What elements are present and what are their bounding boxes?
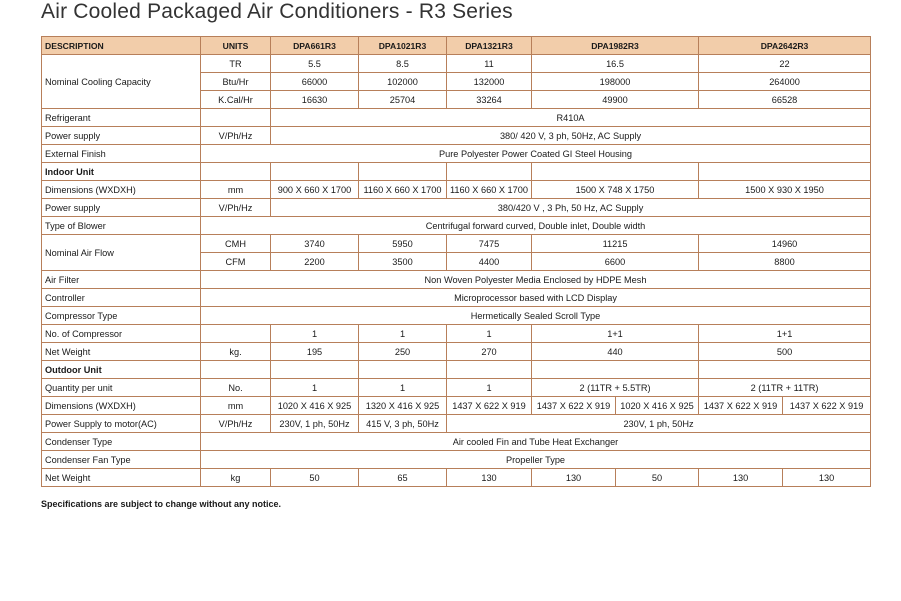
value-cell: 130 <box>447 469 532 487</box>
value-cell: 1160 X 660 X 1700 <box>447 181 532 199</box>
value-cell: 1 <box>359 325 447 343</box>
value-cell: 33264 <box>447 91 532 109</box>
row-label: Power supply <box>42 127 201 145</box>
empty-cell <box>532 361 699 379</box>
value-cell: 102000 <box>359 73 447 91</box>
header-model: DPA1321R3 <box>447 37 532 55</box>
value-cell: 6600 <box>532 253 699 271</box>
row-label: Power supply <box>42 199 201 217</box>
row-label: Refrigerant <box>42 109 201 127</box>
value-cell: 16630 <box>271 91 359 109</box>
empty-cell <box>201 163 271 181</box>
row-label: Type of Blower <box>42 217 201 235</box>
table-row <box>42 271 871 289</box>
value-cell: 1437 X 622 X 919 <box>532 397 616 415</box>
value-cell: 66000 <box>271 73 359 91</box>
row-label: External Finish <box>42 145 201 163</box>
empty-cell <box>447 361 532 379</box>
value-cell: 1437 X 622 X 919 <box>447 397 532 415</box>
value-cell: Centrifugal forward curved, Double inlet, Double width <box>201 217 871 235</box>
empty-cell <box>532 163 699 181</box>
unit-cell <box>201 325 271 343</box>
value-cell: 195 <box>271 343 359 361</box>
value-cell: 50 <box>616 469 699 487</box>
table-row <box>42 415 871 433</box>
table-row <box>42 469 871 487</box>
value-cell: 65 <box>359 469 447 487</box>
value-cell: Non Woven Polyester Media Enclosed by HDPE Mesh <box>201 271 871 289</box>
value-cell: 230V, 1 ph, 50Hz <box>271 415 359 433</box>
header-model: DPA1982R3 <box>532 37 699 55</box>
value-cell: 5950 <box>359 235 447 253</box>
value-cell: 1160 X 660 X 1700 <box>359 181 447 199</box>
value-cell: Air cooled Fin and Tube Heat Exchanger <box>201 433 871 451</box>
value-cell: Pure Polyester Power Coated GI Steel Housing <box>201 145 871 163</box>
value-cell: 2200 <box>271 253 359 271</box>
row-label: Nominal Air Flow <box>42 235 201 271</box>
value-cell: R410A <box>271 109 871 127</box>
value-cell: 7475 <box>447 235 532 253</box>
value-cell: 1 <box>359 379 447 397</box>
value-cell: 11215 <box>532 235 699 253</box>
value-cell: 500 <box>699 343 871 361</box>
value-cell: 380/ 420 V, 3 ph, 50Hz, AC Supply <box>271 127 871 145</box>
table-row <box>42 397 871 415</box>
value-cell: 1020 X 416 X 925 <box>616 397 699 415</box>
unit-cell: Btu/Hr <box>201 73 271 91</box>
value-cell: 380/420 V , 3 Ph, 50 Hz, AC Supply <box>271 199 871 217</box>
table-row <box>42 343 871 361</box>
empty-cell <box>201 361 271 379</box>
value-cell: 1500 X 930 X 1950 <box>699 181 871 199</box>
value-cell: 1 <box>271 379 359 397</box>
unit-cell: mm <box>201 397 271 415</box>
value-cell: 8800 <box>699 253 871 271</box>
unit-cell: kg. <box>201 343 271 361</box>
row-label: Power Supply to motor(AC) <box>42 415 201 433</box>
value-cell: 2 (11TR + 11TR) <box>699 379 871 397</box>
disclaimer-note: Specifications are subject to change without any notice. <box>41 499 282 509</box>
value-cell: 250 <box>359 343 447 361</box>
page-title: Air Cooled Packaged Air Conditioners - R3 Series <box>41 0 513 23</box>
unit-cell: CMH <box>201 235 271 253</box>
unit-cell <box>201 109 271 127</box>
table-row <box>42 235 871 253</box>
value-cell: 440 <box>532 343 699 361</box>
table-row <box>42 145 871 163</box>
header-units: UNITS <box>201 37 271 55</box>
value-cell: 230V, 1 ph, 50Hz <box>447 415 871 433</box>
value-cell: 415 V, 3 ph, 50Hz <box>359 415 447 433</box>
table-row <box>42 289 871 307</box>
value-cell: 130 <box>783 469 871 487</box>
value-cell: 49900 <box>532 91 699 109</box>
row-label: Compressor Type <box>42 307 201 325</box>
value-cell: 1+1 <box>699 325 871 343</box>
row-label: Net Weight <box>42 343 201 361</box>
header-row <box>42 37 871 55</box>
value-cell: 1+1 <box>532 325 699 343</box>
value-cell: 14960 <box>699 235 871 253</box>
unit-cell: kg <box>201 469 271 487</box>
unit-cell: K.Cal/Hr <box>201 91 271 109</box>
row-label: Quantity per unit <box>42 379 201 397</box>
table-row <box>42 55 871 73</box>
row-label: Condenser Fan Type <box>42 451 201 469</box>
empty-cell <box>271 361 359 379</box>
value-cell: 50 <box>271 469 359 487</box>
unit-cell: No. <box>201 379 271 397</box>
value-cell: 198000 <box>532 73 699 91</box>
value-cell: 16.5 <box>532 55 699 73</box>
value-cell: 5.5 <box>271 55 359 73</box>
value-cell: 270 <box>447 343 532 361</box>
value-cell: 1 <box>447 379 532 397</box>
value-cell: 900 X 660 X 1700 <box>271 181 359 199</box>
value-cell: 130 <box>532 469 616 487</box>
unit-cell: CFM <box>201 253 271 271</box>
section-row <box>42 163 871 181</box>
value-cell: 1 <box>271 325 359 343</box>
empty-cell <box>359 361 447 379</box>
empty-cell <box>447 163 532 181</box>
row-label: Controller <box>42 289 201 307</box>
value-cell: 1320 X 416 X 925 <box>359 397 447 415</box>
row-label: Dimensions (WXDXH) <box>42 181 201 199</box>
row-label: Air Filter <box>42 271 201 289</box>
value-cell: 25704 <box>359 91 447 109</box>
value-cell: 1 <box>447 325 532 343</box>
table-row <box>42 451 871 469</box>
value-cell: 1437 X 622 X 919 <box>783 397 871 415</box>
table-row <box>42 181 871 199</box>
value-cell: Microprocessor based with LCD Display <box>201 289 871 307</box>
row-label: Dimensions (WXDXH) <box>42 397 201 415</box>
unit-cell: V/Ph/Hz <box>201 199 271 217</box>
empty-cell <box>271 163 359 181</box>
table-row <box>42 379 871 397</box>
row-label: Net Weight <box>42 469 201 487</box>
table-row <box>42 109 871 127</box>
value-cell: 22 <box>699 55 871 73</box>
unit-cell: TR <box>201 55 271 73</box>
table-row <box>42 307 871 325</box>
empty-cell <box>359 163 447 181</box>
empty-cell <box>699 163 871 181</box>
table-row <box>42 433 871 451</box>
value-cell: 1437 X 622 X 919 <box>699 397 783 415</box>
table-row <box>42 217 871 235</box>
row-label: Nominal Cooling Capacity <box>42 55 201 109</box>
header-model: DPA1021R3 <box>359 37 447 55</box>
value-cell: Propeller Type <box>201 451 871 469</box>
section-heading-indoor: Indoor Unit <box>42 163 201 181</box>
value-cell: 130 <box>699 469 783 487</box>
header-model: DPA2642R3 <box>699 37 871 55</box>
value-cell: 1020 X 416 X 925 <box>271 397 359 415</box>
value-cell: 264000 <box>699 73 871 91</box>
table-row <box>42 127 871 145</box>
value-cell: 11 <box>447 55 532 73</box>
row-label: Condenser Type <box>42 433 201 451</box>
value-cell: 2 (11TR + 5.5TR) <box>532 379 699 397</box>
spec-table <box>41 36 871 487</box>
section-row <box>42 361 871 379</box>
empty-cell <box>699 361 871 379</box>
unit-cell: V/Ph/Hz <box>201 415 271 433</box>
table-row <box>42 325 871 343</box>
unit-cell: V/Ph/Hz <box>201 127 271 145</box>
value-cell: 132000 <box>447 73 532 91</box>
section-heading-outdoor: Outdoor Unit <box>42 361 201 379</box>
value-cell: 1500 X 748 X 1750 <box>532 181 699 199</box>
value-cell: 4400 <box>447 253 532 271</box>
value-cell: 3500 <box>359 253 447 271</box>
value-cell: 8.5 <box>359 55 447 73</box>
row-label: No. of Compressor <box>42 325 201 343</box>
unit-cell: mm <box>201 181 271 199</box>
value-cell: Hermetically Sealed Scroll Type <box>201 307 871 325</box>
table-row <box>42 199 871 217</box>
header-model: DPA661R3 <box>271 37 359 55</box>
header-description: DESCRIPTION <box>42 37 201 55</box>
value-cell: 3740 <box>271 235 359 253</box>
value-cell: 66528 <box>699 91 871 109</box>
